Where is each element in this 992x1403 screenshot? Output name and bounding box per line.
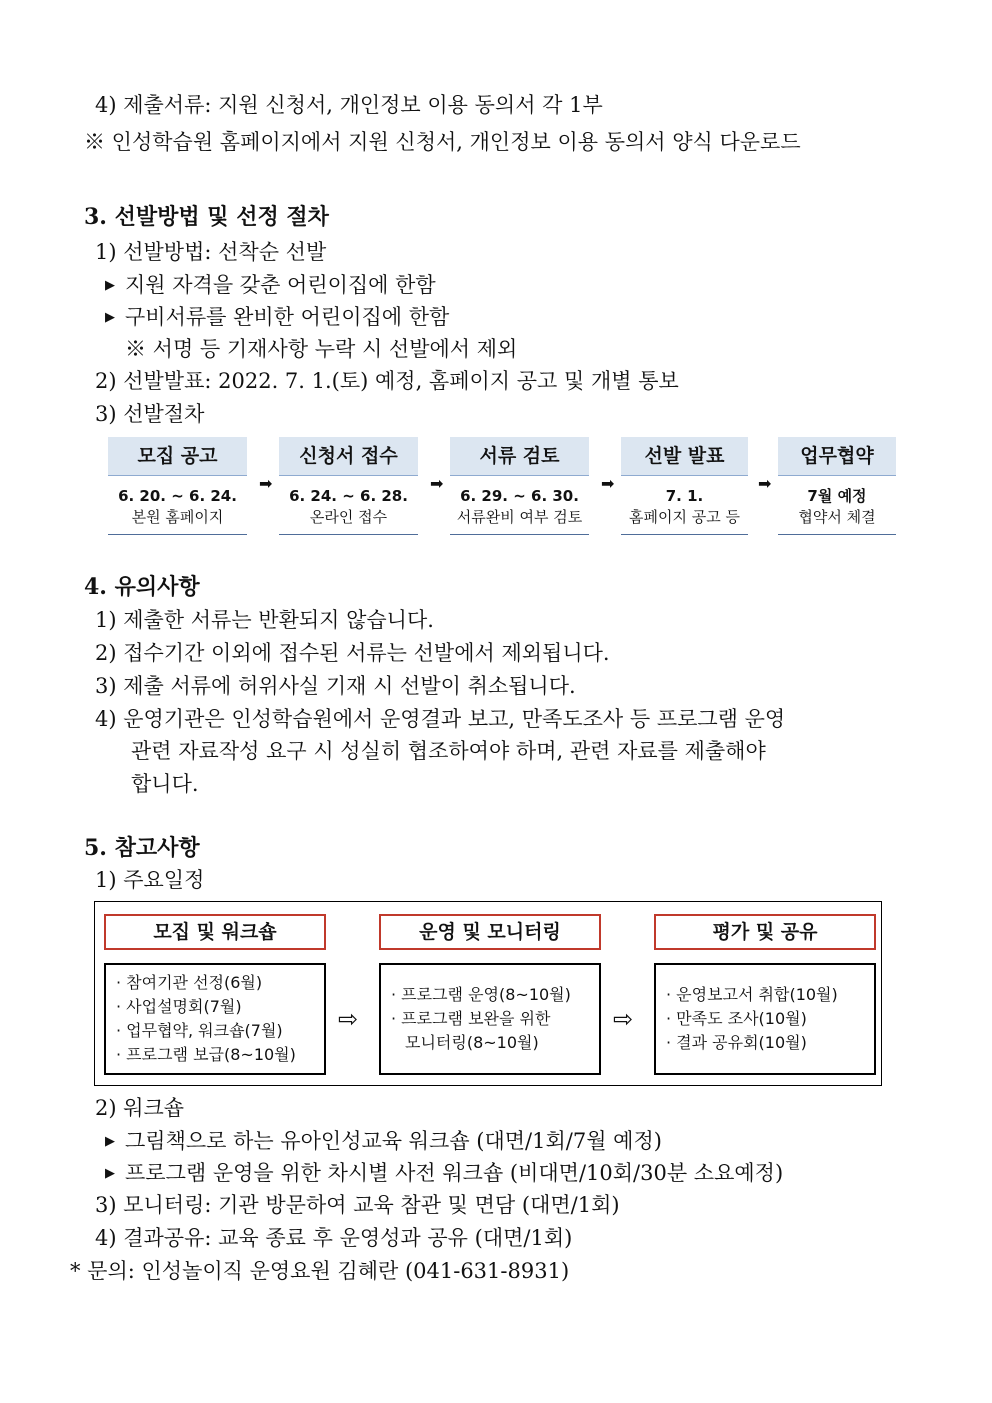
step-date: 7월 예정 xyxy=(807,487,867,505)
step-desc: 본원 홈페이지 xyxy=(131,508,224,526)
schedule-label: 1) 주요일정 xyxy=(95,868,205,892)
step-desc: 협약서 체결 xyxy=(798,508,876,526)
sharing-item: 4) 결과공유: 교육 종료 후 운영성과 공유 (대면/1회) xyxy=(95,1226,573,1250)
selection-announce: 2) 선발발표: 2022. 7. 1.(토) 예정, 홈페이지 공고 및 개별 통보 xyxy=(95,369,679,393)
step-desc: 온라인 접수 xyxy=(309,508,388,526)
process-step-announce xyxy=(621,437,748,535)
phase-box-recruit: · 참여기관 선정(6월) · 사업설명회(7월) · 업무협약, 워크숍(7월) · 프로그램 보급(8~10월) xyxy=(104,963,326,1075)
workshop-label: 2) 워크숍 xyxy=(95,1096,185,1120)
bullet-item: ▶ 프로그램 운영을 위한 차시별 사전 워크숍 (비대면/10회/30분 소요예정) xyxy=(105,1159,783,1188)
step-date: 6. 24. ~ 6. 28. xyxy=(289,487,408,505)
download-note: ※ 인성학습원 홈페이지에서 지원 신청서, 개인정보 이용 동의서 양식 다운로드 xyxy=(84,130,801,154)
omission-note: ※ 서명 등 기재사항 누락 시 선발에서 제외 xyxy=(125,337,518,361)
phase-title: 운영 및 모니터링 xyxy=(379,914,601,950)
step-date: 6. 29. ~ 6. 30. xyxy=(460,487,579,505)
step-desc: 서류완비 여부 검토 xyxy=(456,508,583,526)
notice-item: 2) 접수기간 이외에 접수된 서류는 선발에서 제외됩니다. xyxy=(95,641,610,665)
triangle-bullet-icon: ▶ xyxy=(105,1134,115,1149)
submission-docs: 4) 제출서류: 지원 신청서, 개인정보 이용 동의서 각 1부 xyxy=(95,93,603,117)
monitoring-item: 3) 모니터링: 기관 방문하여 교육 참관 및 면담 (대면/1회) xyxy=(95,1193,620,1217)
triangle-bullet-icon: ▶ xyxy=(105,310,115,325)
notice-item-continued: 합니다. xyxy=(131,772,199,796)
notice-item: 1) 제출한 서류는 반환되지 않습니다. xyxy=(95,608,434,632)
selection-process-label: 3) 선발절차 xyxy=(95,402,205,426)
schedule-diagram xyxy=(94,901,882,1086)
bullet-item: ▶ 그림책으로 하는 유아인성교육 워크숍 (대면/1회/7월 예정) xyxy=(105,1127,662,1156)
step-title: 서류 검토 xyxy=(450,437,589,476)
bullet-item: ▶ 구비서류를 완비한 어린이집에 한함 xyxy=(105,303,449,332)
process-step-agreement xyxy=(778,437,896,535)
process-step-apply xyxy=(279,437,418,535)
section5-title: 5. 참고사항 xyxy=(84,835,200,861)
step-title: 모집 공고 xyxy=(108,437,247,476)
step-date: 6. 20. ~ 6. 24. xyxy=(118,487,237,505)
selection-method: 1) 선발방법: 선착순 선발 xyxy=(95,240,327,264)
phase-title: 모집 및 워크숍 xyxy=(104,914,326,950)
phase-title: 평가 및 공유 xyxy=(654,914,876,950)
contact-info: * 문의: 인성놀이직 운영요원 김혜란 (041-631-8931) xyxy=(70,1259,570,1283)
process-step-review xyxy=(450,437,589,535)
step-title: 신청서 접수 xyxy=(279,437,418,476)
section3-title: 3. 선발방법 및 선정 절차 xyxy=(84,204,329,230)
phase-box-operate: · 프로그램 운영(8~10월) · 프로그램 보완을 위한 모니터링(8~10월) xyxy=(379,963,601,1075)
process-step-recruit xyxy=(108,437,247,535)
triangle-bullet-icon: ▶ xyxy=(105,1166,115,1181)
step-title: 업무협약 xyxy=(778,437,896,476)
bullet-item: ▶ 지원 자격을 갖춘 어린이집에 한함 xyxy=(105,271,436,300)
step-desc: 홈페이지 공고 등 xyxy=(629,508,740,526)
triangle-bullet-icon: ▶ xyxy=(105,278,115,293)
section4-title: 4. 유의사항 xyxy=(84,574,200,600)
hollow-right-arrow-icon: ⇨ xyxy=(613,1005,634,1033)
notice-item-continued: 관련 자료작성 요구 시 성실히 협조하여야 하며, 관련 자료를 제출해야 xyxy=(131,739,766,763)
right-arrow-icon: ➡ xyxy=(601,474,615,493)
notice-item: 4) 운영기관은 인성학습원에서 운영결과 보고, 만족도조사 등 프로그램 운영 xyxy=(95,707,786,731)
step-date: 7. 1. xyxy=(665,487,704,505)
phase-box-evaluate: · 운영보고서 취합(10월) · 만족도 조사(10월) · 결과 공유회(10월) xyxy=(654,963,876,1075)
hollow-right-arrow-icon: ⇨ xyxy=(338,1005,359,1033)
right-arrow-icon: ➡ xyxy=(259,474,273,493)
right-arrow-icon: ➡ xyxy=(758,474,772,493)
notice-item: 3) 제출 서류에 허위사실 기재 시 선발이 취소됩니다. xyxy=(95,674,576,698)
step-title: 선발 발표 xyxy=(621,437,748,476)
right-arrow-icon: ➡ xyxy=(430,474,444,493)
